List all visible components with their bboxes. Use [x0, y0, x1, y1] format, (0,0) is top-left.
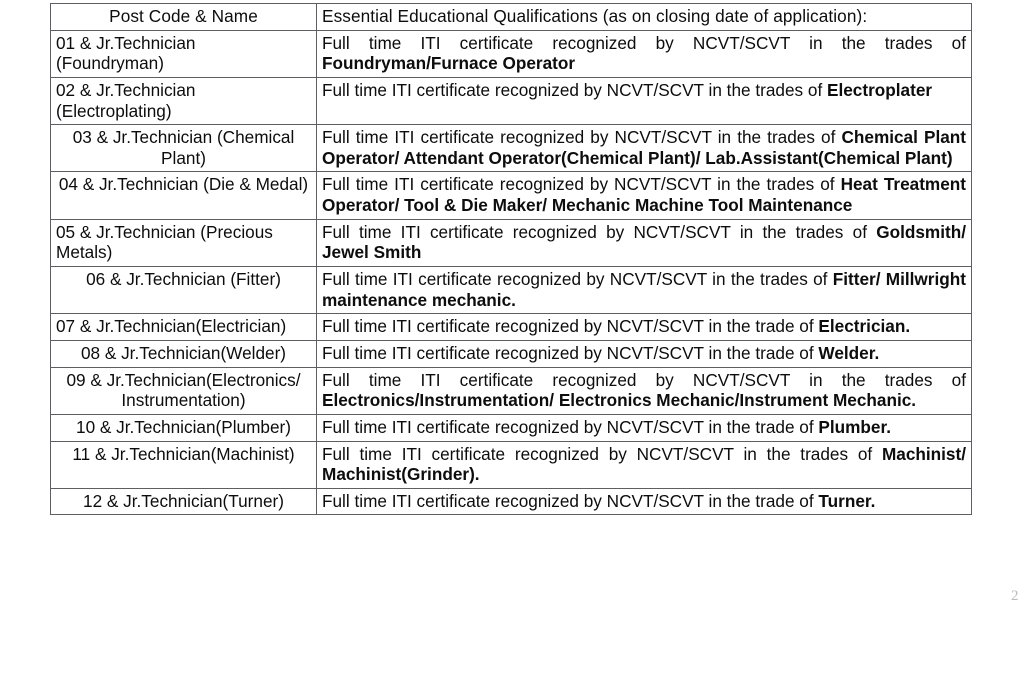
post-code-name-line1: 01 & Jr.Technician [56, 32, 196, 53]
qualification-trades: Electronics/Instrumentation/ Electronics Mechanic/Instrument Mechanic. [322, 390, 917, 411]
qualification-cell [317, 125, 972, 172]
post-code-name-line2: (Foundryman) [56, 53, 164, 74]
table-row [51, 172, 972, 219]
qualification-trades: Plumber. [818, 416, 891, 437]
column-header-qualifications: Essential Educational Qualifications (as on closing date of application): [317, 4, 972, 31]
qualification-trades: Goldsmith/ Jewel Smith [322, 221, 966, 263]
post-code-name-cell: 08 & Jr.Technician(Welder) [51, 340, 317, 367]
post-code-name-cell: 10 & Jr.Technician(Plumber) [51, 414, 317, 441]
qualification-cell [317, 219, 972, 266]
post-code-name-cell: 07 & Jr.Technician(Electrician) [51, 314, 317, 341]
qualification-trades: Electrician. [818, 316, 911, 337]
table-row [51, 488, 972, 515]
table-row [51, 77, 972, 124]
qualification-prefix: Full time ITI certificate recognized by NCVT/SCVT in the trades of [322, 443, 882, 464]
qualification-prefix: Full time ITI certificate recognized by NCVT/SCVT in the trades of [322, 369, 966, 390]
table-row [51, 367, 972, 414]
table-row [51, 314, 972, 341]
column-header-post-code-name: Post Code & Name [51, 4, 317, 31]
qualification-trades: Turner. [818, 490, 876, 511]
qualifications-table [50, 3, 972, 515]
qualification-cell [317, 367, 972, 414]
table-row [51, 267, 972, 314]
qualification-cell [317, 267, 972, 314]
table-row [51, 414, 972, 441]
scan-artifact-mark: 2 [1011, 588, 1019, 604]
qualification-cell [317, 77, 972, 124]
post-code-name-cell: 04 & Jr.Technician (Die & Medal) [51, 172, 317, 219]
post-code-name-cell: 09 & Jr.Technician(Electronics/ Instrumentation) [51, 367, 317, 414]
post-code-name-cell [51, 77, 317, 124]
post-code-name-cell: 06 & Jr.Technician (Fitter) [51, 267, 317, 314]
qualification-prefix: Full time ITI certificate recognized by NCVT/SCVT in the trades of [322, 127, 842, 148]
qualification-prefix: Full time ITI certificate recognized by NCVT/SCVT in the trade of [322, 342, 819, 363]
qualification-trades: Machinist/ Machinist(Grinder). [322, 443, 966, 485]
qualification-trades: Chemical Plant Operator/ Attendant Operator(Chemical Plant)/ Lab.Assistant(Chemical Plant) [322, 127, 967, 168]
qualification-trades: Foundryman/Furnace Operator [322, 53, 576, 74]
qualification-prefix: Full time ITI certificate recognized by NCVT/SCVT in the trades of [322, 79, 827, 100]
qualification-cell [317, 30, 972, 77]
qualification-cell [317, 488, 972, 515]
qualification-trades: Heat Treatment Operator/ Tool & Die Maker/ Mechanic Machine Tool Maintenance [322, 174, 966, 216]
table-row [51, 340, 972, 367]
qualification-prefix: Full time ITI certificate recognized by NCVT/SCVT in the trade of [322, 316, 819, 337]
table-row [51, 30, 972, 77]
qualification-trades: Fitter/ Millwright maintenance mechanic. [322, 269, 966, 310]
table-header-row [51, 4, 972, 31]
qualification-cell [317, 172, 972, 219]
qualification-cell [317, 441, 972, 488]
post-code-name-cell: 12 & Jr.Technician(Turner) [51, 488, 317, 515]
qualification-prefix: Full time ITI certificate recognized by NCVT/SCVT in the trades of [322, 269, 833, 290]
qualification-prefix: Full time ITI certificate recognized by NCVT/SCVT in the trade of [322, 416, 819, 437]
post-code-name-cell: 05 & Jr.Technician (Precious Metals) [51, 219, 317, 266]
table-row [51, 441, 972, 488]
post-code-name-cell: 11 & Jr.Technician(Machinist) [51, 441, 317, 488]
table-row [51, 219, 972, 266]
qualification-cell [317, 314, 972, 341]
post-code-name-line2: (Electroplating) [56, 100, 172, 121]
qualification-prefix: Full time ITI certificate recognized by NCVT/SCVT in the trade of [322, 490, 819, 511]
qualification-prefix: Full time ITI certificate recognized by NCVT/SCVT in the trades of [322, 32, 966, 53]
post-code-name-cell [51, 30, 317, 77]
post-code-name-cell: 03 & Jr.Technician (Chemical Plant) [51, 125, 317, 172]
qualification-trades: Electroplater [827, 79, 933, 100]
table-row [51, 125, 972, 172]
post-code-name-line1: 02 & Jr.Technician [56, 79, 196, 100]
qualification-prefix: Full time ITI certificate recognized by NCVT/SCVT in the trades of [322, 221, 877, 242]
qualification-cell [317, 414, 972, 441]
qualification-cell [317, 340, 972, 367]
qualification-trades: Welder. [818, 342, 880, 363]
qualification-prefix: Full time ITI certificate recognized by NCVT/SCVT in the trades of [322, 174, 841, 195]
